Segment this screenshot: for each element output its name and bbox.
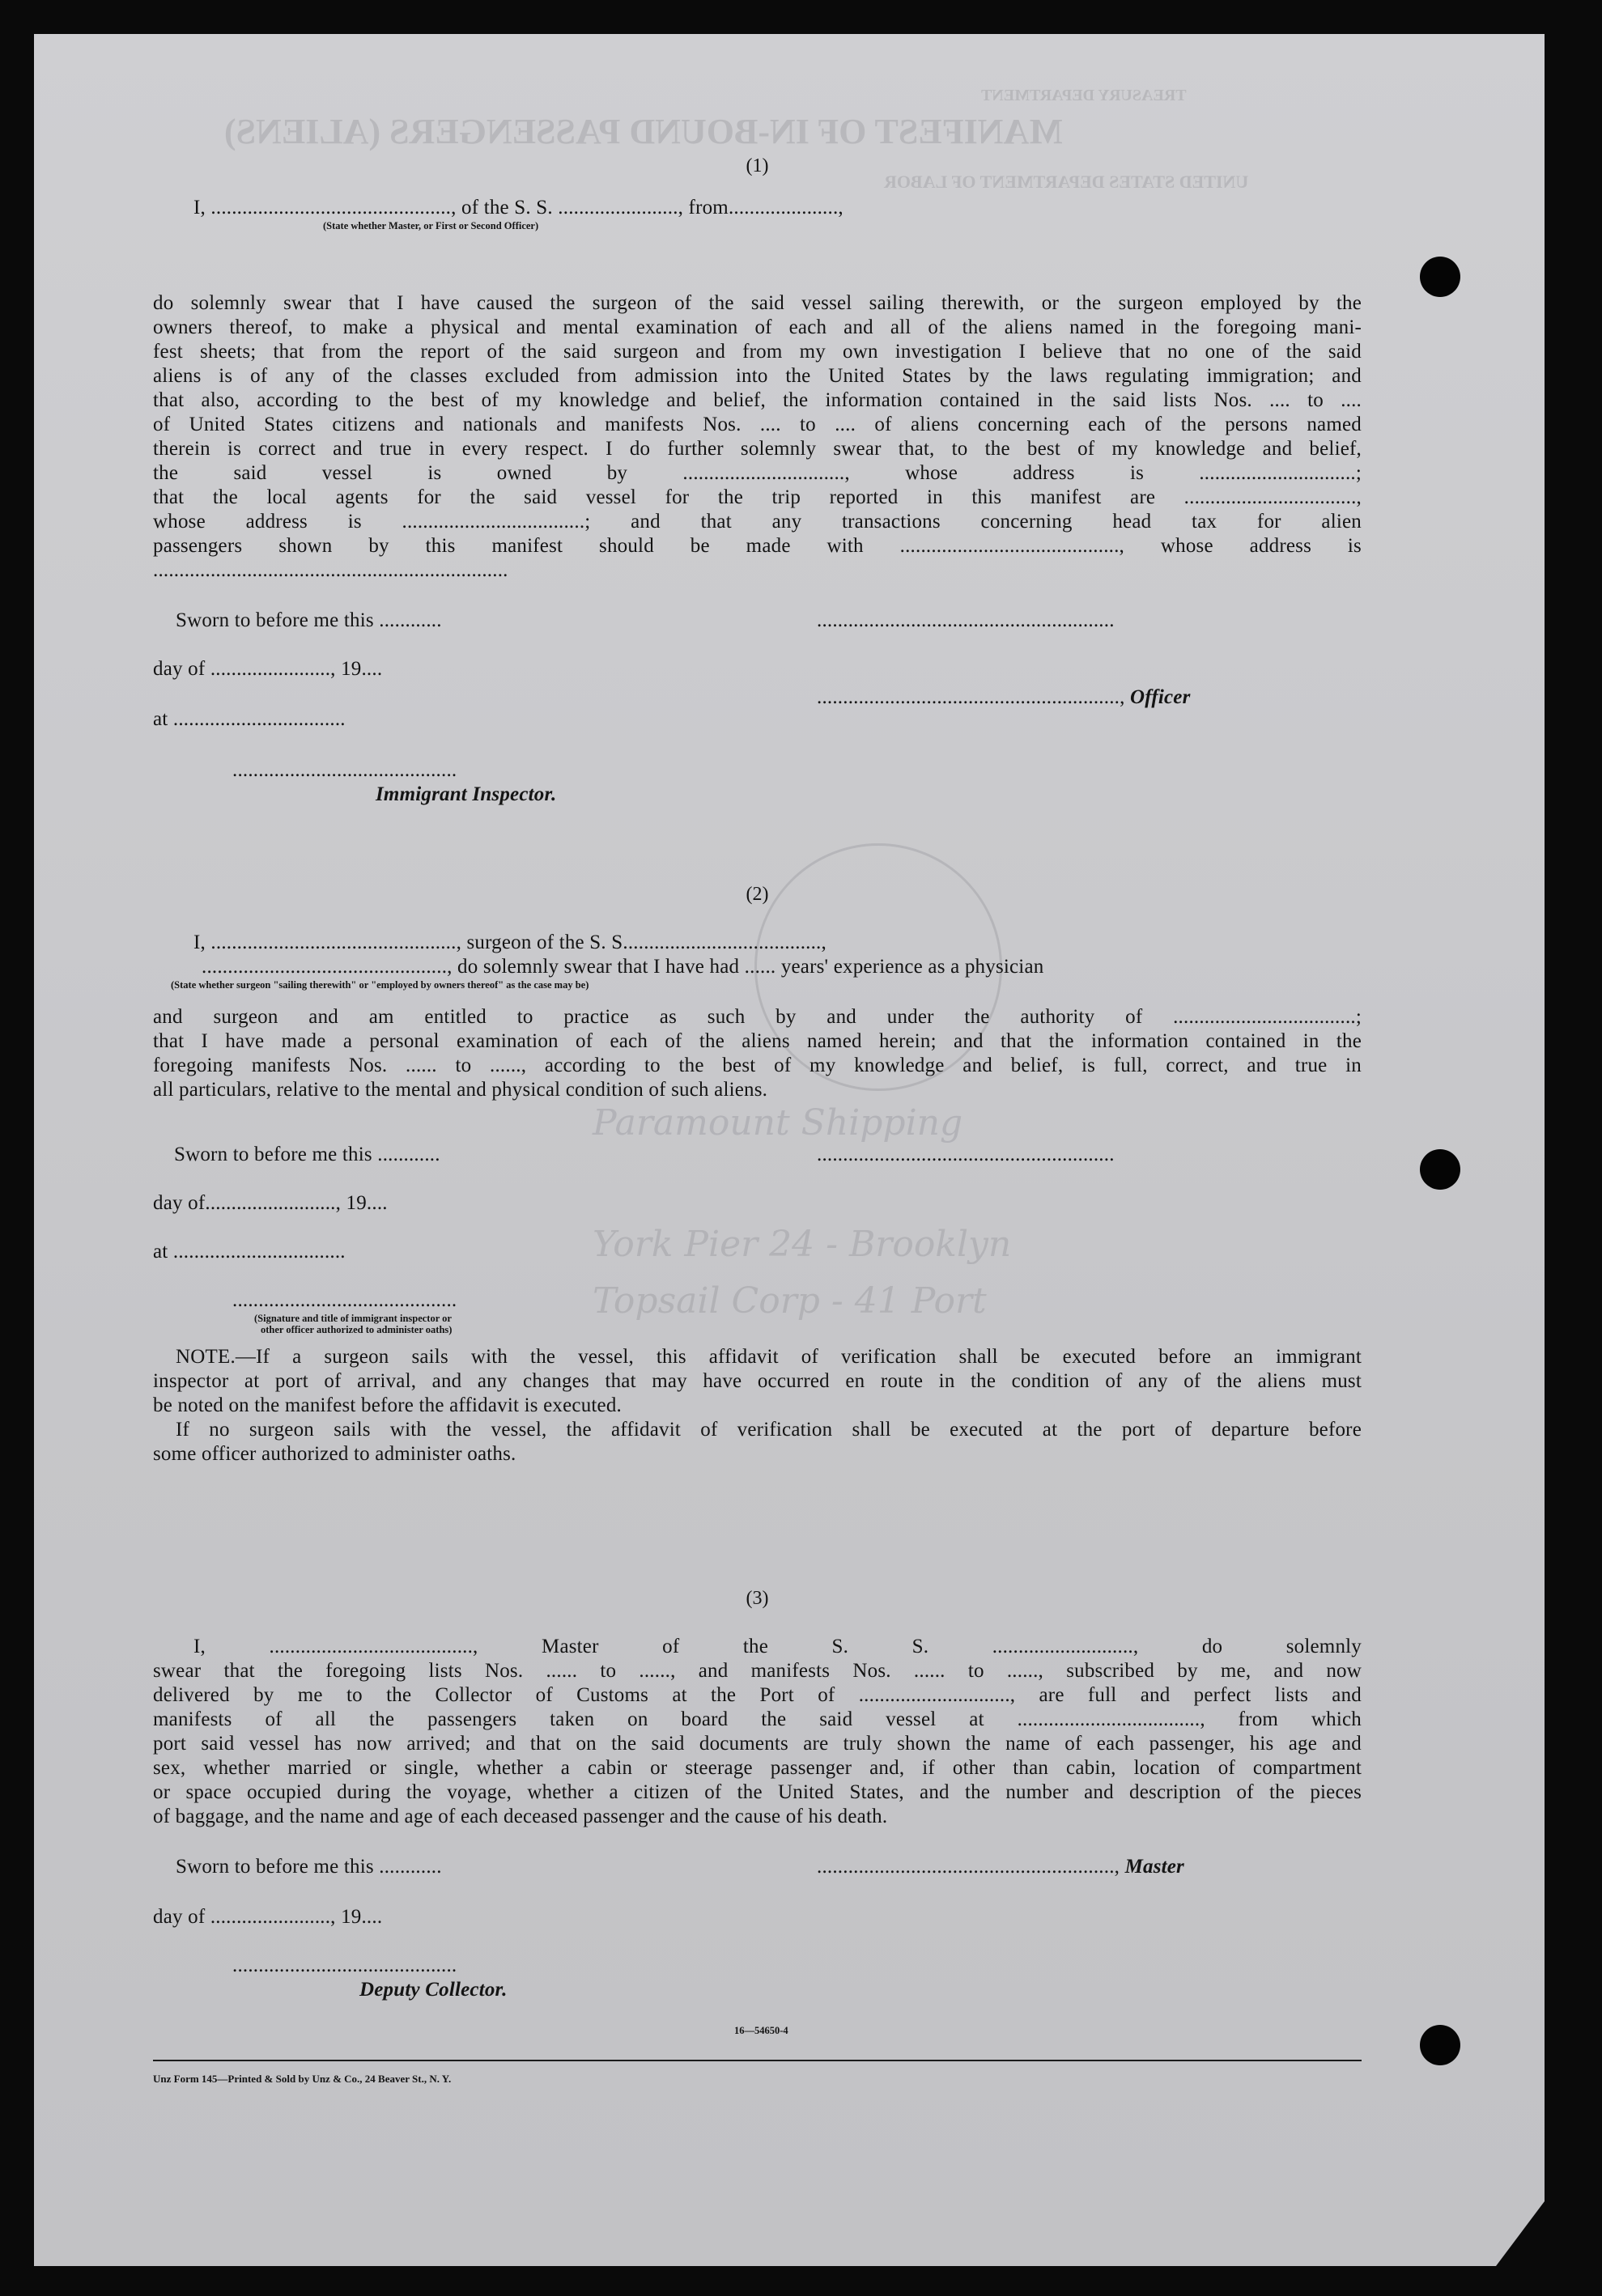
punch-hole-middle bbox=[1420, 1149, 1460, 1190]
section-heading: (3) bbox=[746, 1588, 769, 1609]
inspector-signature-line: ........................................... bbox=[232, 759, 457, 781]
form-number: 16—54650-4 bbox=[734, 2025, 788, 2036]
bleed-through-header: MANIFEST OF IN-BOUND PASSENGERS (ALIENS) bbox=[224, 112, 1063, 151]
footer-rule bbox=[153, 2060, 1362, 2061]
oath-paragraph-line: fest sheets; that from the report of the said surgeon and from my own investigation I believe that no one of the said bbox=[153, 341, 1362, 363]
section-heading: (2) bbox=[746, 884, 769, 905]
officer-label: Officer bbox=[1130, 686, 1191, 708]
oath-paragraph-line: therein is correct and true in every respect. I do further solemnly swear that, to the best of my knowledge and belief, bbox=[153, 438, 1362, 460]
printer-footer: Unz Form 145—Printed & Sold by Unz & Co., 24 Beaver St., N. Y. bbox=[153, 2073, 452, 2085]
surgeon-signature-line: ......................................................... bbox=[817, 1144, 1115, 1165]
surgeon-paragraph-line: foregoing manifests Nos. ...... to ......, according to the best of my knowledge and belief, is full, correct, and true in bbox=[153, 1055, 1362, 1076]
oath-paragraph-line: the said vessel is owned by ..............................., whose address is ..............................; bbox=[153, 462, 1362, 484]
delivery-paragraph-line: swear that the foregoing lists Nos. ...... to ......, and manifests Nos. ...... to ......, subscribed by me, and now bbox=[153, 1660, 1362, 1682]
note-paragraph-line: be noted on the manifest before the affidavit is executed. bbox=[153, 1394, 622, 1416]
note-paragraph-line: NOTE.—If a surgeon sails with the vessel, this affidavit of verification shall be executed before an immigrant bbox=[176, 1346, 1362, 1368]
oath-paragraph-last-line: .................................................................... bbox=[153, 559, 508, 581]
oath-paragraph-line: aliens is of any of the classes excluded from admission into the United States by the laws regulating immigration; and bbox=[153, 365, 1362, 387]
oath-paragraph-line: passengers shown by this manifest should be made with .........................................., whose address is bbox=[153, 535, 1362, 557]
note-paragraph-line: If no surgeon sails with the vessel, the affidavit of verification shall be executed at the port of departure before bbox=[176, 1419, 1362, 1441]
authorized-officer-note: (Signature and title of immigrant inspector or bbox=[254, 1313, 452, 1324]
officer-dots: .........................................................., bbox=[817, 686, 1125, 708]
document-page bbox=[34, 34, 1545, 2266]
inspector-label: Immigrant Inspector. bbox=[376, 783, 557, 805]
note-paragraph-line: some officer authorized to administer oaths. bbox=[153, 1443, 516, 1465]
sworn-before-line: Sworn to before me this ............ bbox=[176, 1856, 442, 1878]
authorized-officer-signature-line: ........................................... bbox=[232, 1289, 457, 1311]
section-heading: (1) bbox=[746, 155, 769, 176]
delivery-paragraph-line: manifests of all the passengers taken on board the said vessel at ..................................., from which bbox=[153, 1708, 1362, 1730]
folded-corner bbox=[1496, 2201, 1545, 2266]
surgeon-paragraph-line: all particulars, relative to the mental and physical condition of such aliens. bbox=[153, 1079, 768, 1101]
delivery-paragraph-line: I, ......................................., Master of the S. S. ..........................., do solemnly bbox=[193, 1636, 1362, 1657]
master-label: Master bbox=[1124, 1856, 1184, 1878]
faint-handwriting-2: York Pier 24 - Brooklyn bbox=[593, 1224, 1012, 1265]
surgeon-oath-note: (State whether surgeon "sailing therewith" or "employed by owners thereof" as the case may be) bbox=[171, 979, 589, 991]
surgeon-oath-line: I, ..............................................., surgeon of the S. S......................................, bbox=[193, 932, 826, 953]
master-signature-line bbox=[817, 1855, 1184, 1879]
deputy-collector-label: Deputy Collector. bbox=[359, 1979, 508, 2001]
delivery-paragraph-line: or space occupied during the voyage, whether a citizen of the United States, and the number and description of the pieces bbox=[153, 1781, 1362, 1803]
delivery-paragraph-line: sex, whether married or single, whether a cabin or steerage passenger and, if other than cabin, location of compartment bbox=[153, 1757, 1362, 1779]
faint-handwriting-1: Paramount Shipping bbox=[593, 1102, 963, 1144]
oath-paragraph-line: of United States citizens and nationals and manifests Nos. .... to .... of aliens concerning each of the persons named bbox=[153, 414, 1362, 435]
master-oath-note: (State whether Master, or First or Second Officer) bbox=[323, 220, 539, 231]
officer-title-line bbox=[817, 685, 1191, 710]
bleed-through-subheader: TREASURY DEPARTMENT bbox=[981, 87, 1187, 104]
delivery-paragraph-line: delivered by me to the Collector of Customs at the Port of ............................., are full and perfect lists and bbox=[153, 1684, 1362, 1706]
delivery-paragraph-line: of baggage, and the name and age of each deceased passenger and the cause of his death. bbox=[153, 1806, 888, 1827]
delivery-paragraph-line: port said vessel has now arrived; and that on the said documents are truly shown the name of each passenger, his age and bbox=[153, 1733, 1362, 1755]
at-line: at ................................. bbox=[153, 708, 346, 730]
oath-paragraph-line: owners thereof, to make a physical and mental examination of each and all of the aliens named in the foregoing mani- bbox=[153, 316, 1362, 338]
surgeon-paragraph-line: and surgeon and am entitled to practice as such by and under the authority of ...................................; bbox=[153, 1006, 1362, 1028]
authorized-officer-note: other officer authorized to administer oaths) bbox=[261, 1324, 453, 1335]
oath-paragraph-line: that also, according to the best of my knowledge and belief, the information contained in the said lists Nos. .... to .... bbox=[153, 389, 1362, 411]
oath-paragraph-line: that the local agents for the said vessel for the trip reported in this manifest are ................................., bbox=[153, 486, 1362, 508]
oath-paragraph-line: do solemnly swear that I have caused the surgeon of the said vessel sailing therewith, or the surgeon employed by the bbox=[153, 292, 1362, 314]
surgeon-experience-line: ..............................................., do solemnly swear that I have had ...... years' experience as a physician bbox=[202, 956, 1044, 978]
sworn-before-line: Sworn to before me this ............ bbox=[174, 1144, 440, 1165]
oath-paragraph-line: whose address is ...................................; and that any transactions concerning head tax for alien bbox=[153, 511, 1362, 533]
deputy-signature-line: ........................................... bbox=[232, 1954, 457, 1976]
master-oath-line: I, .............................................., of the S. S. ......................., from....................., bbox=[193, 197, 843, 219]
note-paragraph-line: inspector at port of arrival, and any changes that may have occurred en route in the condition of any of the aliens must bbox=[153, 1370, 1362, 1392]
day-of-line: day of ......................., 19.... bbox=[153, 1906, 383, 1928]
sworn-before-line: Sworn to before me this ............ bbox=[176, 609, 442, 631]
officer-signature-line: ......................................................... bbox=[817, 609, 1115, 631]
surgeon-paragraph-line: that I have made a personal examination of each of the aliens named herein; and that the information contained in the bbox=[153, 1030, 1362, 1052]
punch-hole-top bbox=[1420, 257, 1460, 297]
day-of-line: day of........................., 19.... bbox=[153, 1192, 388, 1214]
bleed-through-row: UNITED STATES DEPARTMENT OF LABOR bbox=[884, 172, 1249, 192]
day-of-line: day of ......................., 19.... bbox=[153, 658, 383, 680]
punch-hole-bottom bbox=[1420, 2025, 1460, 2065]
at-line: at ................................. bbox=[153, 1241, 346, 1263]
master-dots: ........................................................., bbox=[817, 1856, 1120, 1878]
faint-handwriting-3: Topsail Corp - 41 Port bbox=[593, 1280, 987, 1322]
